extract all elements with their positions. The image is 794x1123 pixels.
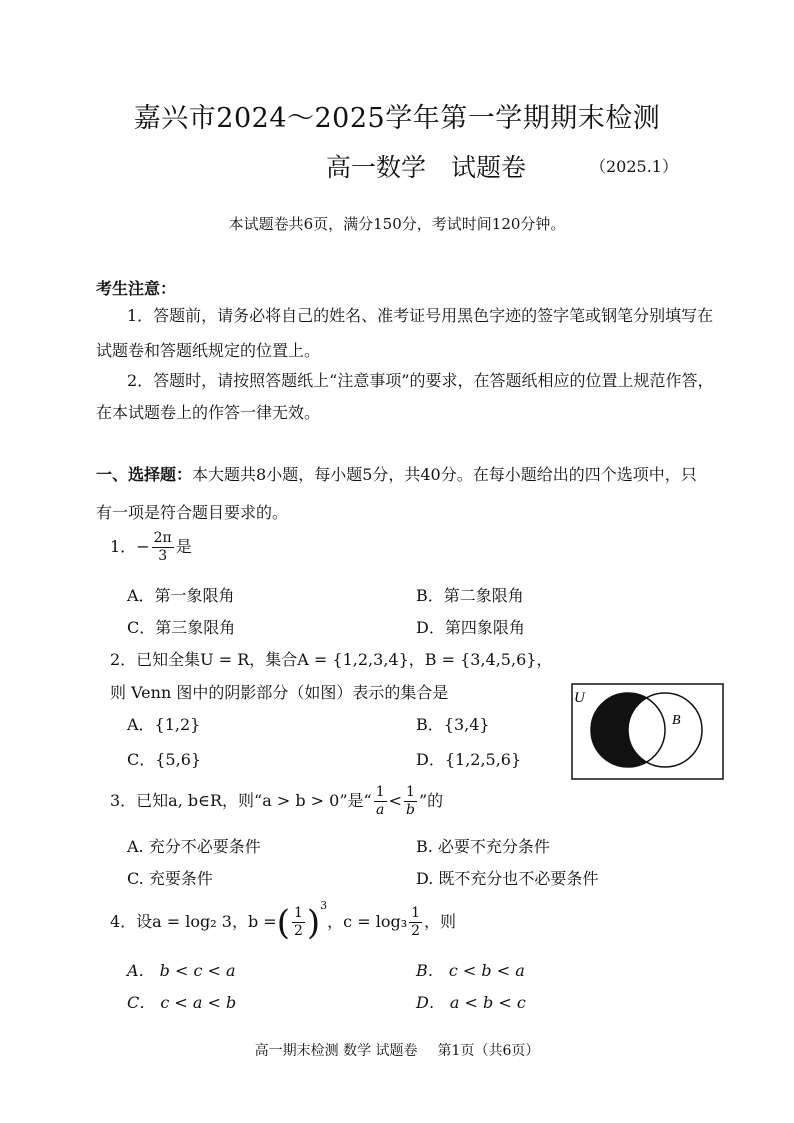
q4-c-fraction [409,905,422,940]
q3-frac2 [404,784,417,819]
q1-sign: − [136,537,150,556]
q3-frac2-den: b [406,802,415,818]
exam-note: 本试题卷共6页，满分150分，考试时间120分钟。 [228,215,566,233]
q3-option-b: B. 必要不充分条件 [416,837,550,856]
notice-heading: 考生注意： [96,279,177,298]
q4-c-frac-den: 2 [411,923,421,939]
q4-lparen: ( [276,902,290,943]
q4-option-d: D． a < b < c [416,993,526,1012]
q1-option-d: D．第四象限角 [416,618,525,637]
q3-option-c: C. 充要条件 [127,869,213,888]
q4-b-fraction [292,905,305,940]
q4-head: 4．设a = log₂ 3，b = [110,912,277,931]
q4-option-c: C． c < a < b [127,993,237,1012]
q2-option-d: D．{1,2,5,6} [416,750,522,769]
q1-number: 1． [110,537,137,556]
q2-option-b: B．{3,4} [416,715,490,734]
q1-frac-den: 3 [158,548,168,564]
q4-option-a: A． b < c < a [127,961,236,980]
q3-lt: < [388,791,403,810]
q3-head: 3．已知a, b∈R，则“a > b > 0”是“ [110,791,372,810]
footer-left: 高一期末检测 数学 试题卷 [254,1043,418,1059]
q1-option-a: A．第一象限角 [127,586,235,605]
q4-c-frac-num: 1 [411,905,421,921]
q2-line2: 则 Venn 图中的阴影部分（如图）表示的集合是 [110,683,449,702]
footer-page: 第1页（共6页） [437,1043,540,1059]
q1-option-b: B．第二象限角 [416,586,524,605]
exam-date: （2025.1） [590,157,678,176]
q4-c-part: ，c = log₃ [327,912,408,931]
q2-option-c: C．{5,6} [127,750,202,769]
venn-label-u: U [574,690,585,706]
question-3 [110,784,443,819]
q4-tail: ，则 [424,912,457,931]
q1-frac-num: 2π [153,530,172,546]
venn-diagram [571,683,725,781]
notice-item2-line2: 在本试题卷上的作答一律无效。 [96,403,321,422]
q4-b-frac-num: 1 [293,905,303,921]
page-footer [0,1040,794,1060]
section1-line2: 有一项是符合题目要求的。 [96,503,289,522]
q4-option-b: B． c < b < a [416,961,525,980]
venn-label-b: B [672,713,681,728]
q3-frac1-num: 1 [375,784,385,800]
section1-label: 一、选择题： [96,465,193,484]
q3-frac2-num: 1 [404,784,417,802]
question-1 [110,530,192,565]
exam-subtitle: 高一数学 试题卷 [326,153,527,182]
q4-b-frac-den: 2 [293,923,303,939]
q4-b-exponent: 3 [320,899,328,912]
q3-option-d: D. 既不充分也不必要条件 [416,869,599,888]
question-4 [110,899,457,943]
notice-item1-line1: 1．答题前，请务必将自己的姓名、准考证号用黑色字迹的签字笔或钢笔分别填写在 [127,306,714,325]
q2-option-a: A．{1,2} [127,715,201,734]
q1-option-c: C．第三象限角 [127,618,236,637]
q3-frac1 [374,784,387,819]
notice-item1-line2: 试题卷和答题纸规定的位置上。 [96,341,321,360]
section1-text-line1: 本大题共8小题，每小题5分，共40分。在每小题给出的四个选项中，只 [192,465,697,484]
q3-frac1-den: a [375,802,385,818]
q3-tail: ”的 [418,791,444,810]
q2-line1: 2．已知全集U = R，集合A = {1,2,3,4}，B = {3,4,5,6}， [110,650,553,669]
section1-line1 [96,462,697,485]
q3-option-a: A. 充分不必要条件 [127,837,261,856]
exam-title: 嘉兴市2024～2025学年第一学期期末检测 [133,103,661,134]
notice-item2-line1: 2．答题时，请按照答题纸上“注意事项”的要求，在答题纸相应的位置上规范作答， [127,371,714,390]
q1-tail: 是 [175,537,192,556]
q1-fraction [152,530,174,565]
q4-rparen: ) [306,902,321,943]
